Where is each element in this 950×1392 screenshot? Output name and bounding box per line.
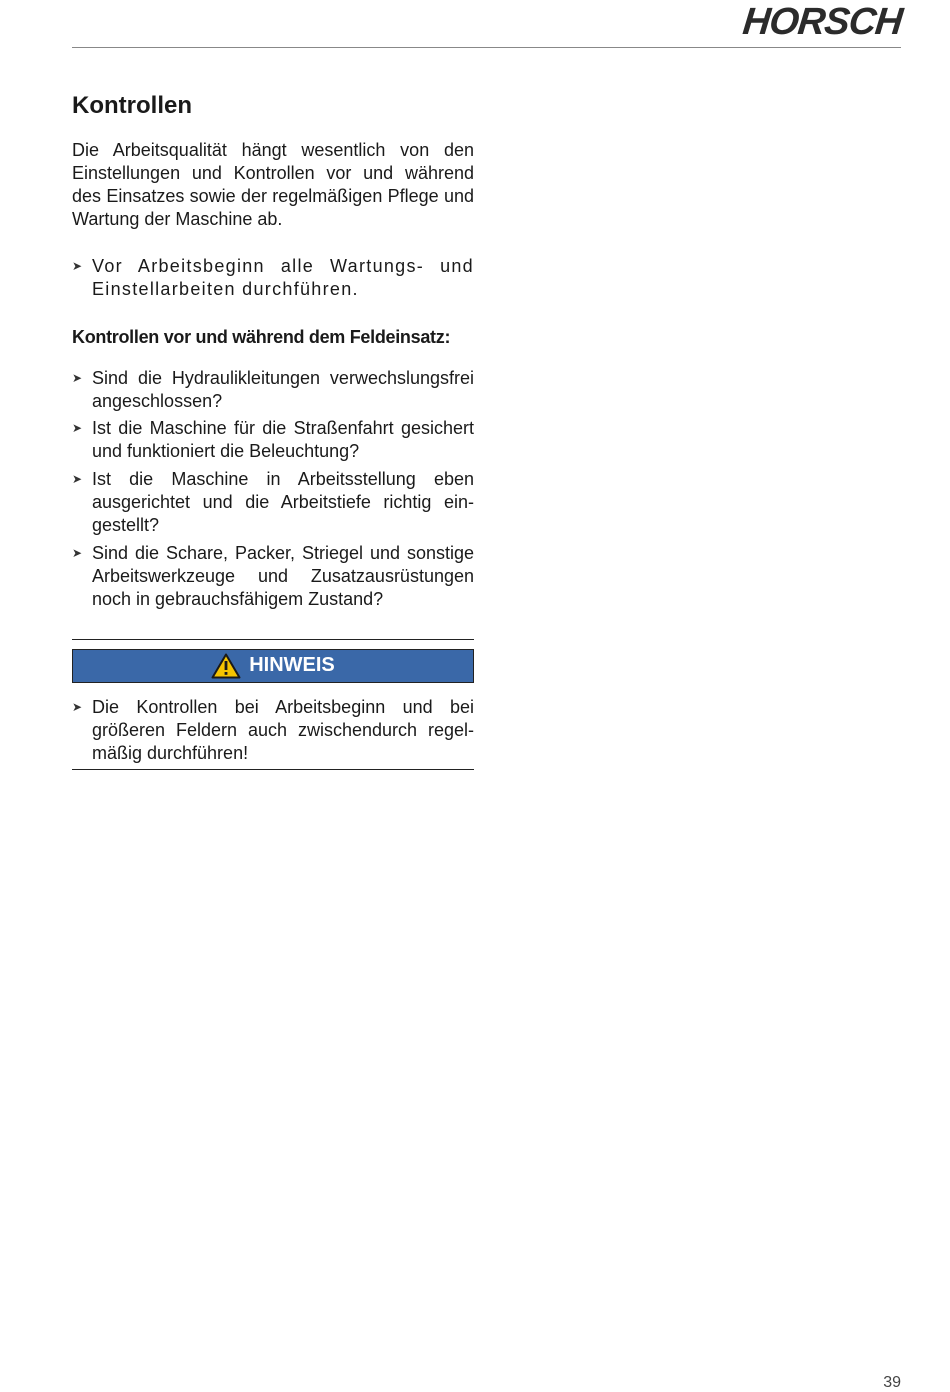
- page-number: 39: [883, 1374, 901, 1391]
- list-item-text: Ist die Maschine in Arbeitsstellung eben ausgerichtet und die Arbeitstiefe richtig eingestellt?: [92, 468, 474, 536]
- arrow-bullet-icon: ➤: [72, 370, 83, 385]
- list-item: [72, 417, 474, 464]
- arrow-bullet-icon: ➤: [72, 471, 83, 486]
- arrow-bullet-icon: ➤: [72, 421, 83, 436]
- notice-top-rule: [72, 639, 474, 640]
- notice-item: [72, 696, 474, 766]
- notice-text: Die Kontrollen bei Arbeitsbeginn und bei größeren Feldern auch zwischendurch regelmäßig durchführen!: [92, 696, 474, 764]
- horsch-logo: HORSCH: [741, 1, 905, 43]
- list-item: [72, 255, 474, 302]
- list-item-text: Sind die Schare, Packer, Striegel und sonstige Arbeitswerkzeuge und Zusatzausrüstungen noch in gebrauchsfähigem Zustand?: [92, 542, 474, 610]
- notice-bottom-rule: [72, 769, 474, 770]
- list-item: [72, 367, 474, 414]
- notice-banner: [72, 649, 474, 683]
- subheading: Kontrollen vor und während dem Feldeinsatz:: [72, 326, 451, 347]
- notice-label: HINWEIS: [249, 654, 335, 677]
- intro-paragraph: Die Arbeitsqualität hängt wesentlich von den Einstellungen und Kontrollen vor und während des Einsatzes sowie der regelmäßigen Pflege und Wartung der Maschine ab.: [72, 140, 474, 229]
- list-item-text: Ist die Maschine für die Straßenfahrt gesichert und funktioniert die Beleuchtung?: [92, 418, 474, 462]
- arrow-bullet-icon: ➤: [72, 545, 83, 560]
- list-item-text: Vor Arbeitsbeginn alle Wartungs- und Einstellarbeiten durchführen.: [92, 256, 474, 300]
- arrow-bullet-icon: ➤: [72, 259, 83, 273]
- list-item: [72, 468, 474, 538]
- main-column: [72, 90, 474, 770]
- warning-triangle-icon: [211, 653, 241, 679]
- list-item: [72, 542, 474, 612]
- header-rule: [72, 47, 901, 48]
- arrow-bullet-icon: ➤: [72, 699, 83, 714]
- page-title: Kontrollen: [72, 92, 192, 119]
- list-item-text: Sind die Hydraulikleitungen verwechslungsfrei angeschlossen?: [92, 367, 474, 411]
